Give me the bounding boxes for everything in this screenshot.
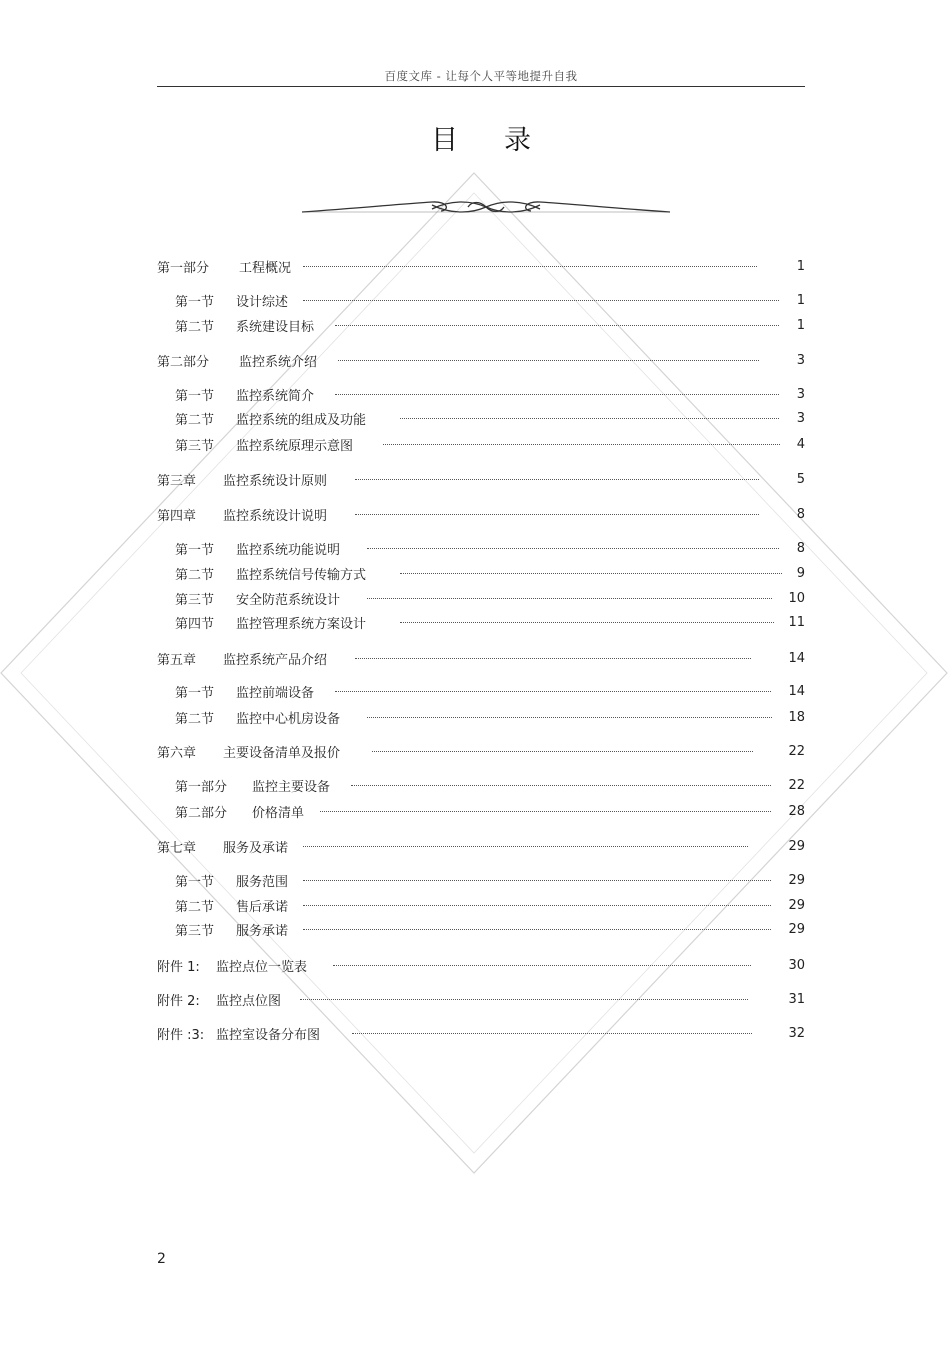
toc-entry [0,291,950,309]
toc-entry-page: 30 [788,957,805,973]
toc-entry-title: 监控系统的组成及功能 [236,412,367,428]
toc-entry-number: 第七章 [157,840,197,856]
toc-dot-leader [400,418,779,419]
toc-dot-leader [335,691,771,692]
toc-entry-page: 8 [796,506,805,522]
page-number: 2 [157,1251,166,1267]
toc-entry-page: 28 [788,803,805,819]
toc-entry-title: 监控系统产品介绍 [223,652,328,668]
toc-entry [0,564,950,582]
toc-entry-title: 售后承诺 [236,899,289,915]
toc-entry-title: 服务及承诺 [223,840,289,856]
toc-entry-number: 第二部分 [175,805,228,821]
toc-entry [0,613,950,631]
toc-dot-leader [355,658,751,659]
toc-entry-number: 第一部分 [157,260,210,276]
toc-entry [0,409,950,427]
toc-entry-page: 8 [796,540,805,556]
toc-dot-leader [333,965,751,966]
toc-dot-leader [303,846,748,847]
toc-entry [0,871,950,889]
toc-entry-page: 29 [788,921,805,937]
toc-entry [0,682,950,700]
toc-entry-page: 14 [788,683,805,699]
toc-dot-leader [351,785,771,786]
toc-entry-number: 第一节 [175,874,215,890]
toc-dot-leader [303,266,757,267]
toc-dot-leader [367,548,779,549]
toc-dot-leader [320,811,771,812]
toc-entry [0,956,950,974]
toc-entry-number: 第一节 [175,294,215,310]
toc-entry-page: 29 [788,897,805,913]
toc-entry-title: 监控主要设备 [252,779,331,795]
toc-entry [0,896,950,914]
toc-entry [0,316,950,334]
toc-entry [0,1024,950,1042]
toc-dot-leader [335,325,779,326]
toc-entry-page: 9 [796,565,805,581]
toc-entry-title: 监控中心机房设备 [236,711,341,727]
toc-entry-number: 第二节 [175,412,215,428]
toc-entry-title: 监控系统设计原则 [223,473,328,489]
toc-entry-number: 附件 1: [157,959,200,975]
toc-dot-leader [303,880,771,881]
toc-entry-number: 第一节 [175,388,215,404]
toc-dot-leader [303,905,771,906]
toc-dot-leader [355,479,759,480]
toc-entry-title: 服务范围 [236,874,289,890]
toc-entry-title: 价格清单 [252,805,305,821]
toc-entry-number: 第四节 [175,616,215,632]
toc-entry-page: 1 [796,258,805,274]
toc-entry [0,742,950,760]
toc-entry-number: 第一部分 [175,779,228,795]
toc-entry-page: 32 [788,1025,805,1041]
toc-entry [0,505,950,523]
toc-entry [0,649,950,667]
toc-entry-page: 5 [796,471,805,487]
toc-dot-leader [383,444,780,445]
toc-entry-number: 第二节 [175,899,215,915]
toc-entry-page: 31 [788,991,805,1007]
toc-entry [0,920,950,938]
page-header-text: 百度文库 - 让每个人平等地提升自我 [384,69,578,83]
ornament-divider [300,196,672,220]
toc-entry-title: 监控系统原理示意图 [236,438,354,454]
toc-dot-leader [335,394,779,395]
toc-entry-number: 第四章 [157,508,197,524]
toc-entry [0,837,950,855]
page-title: 目录 [431,125,577,156]
toc-entry-page: 22 [788,743,805,759]
toc-entry-title: 监控前端设备 [236,685,315,701]
toc-entry-title: 主要设备清单及报价 [223,745,341,761]
toc-entry-page: 29 [788,872,805,888]
toc-entry-number: 第六章 [157,745,197,761]
toc-dot-leader [355,514,759,515]
toc-entry [0,776,950,794]
toc-dot-leader [300,999,748,1000]
toc-entry-title: 监控管理系统方案设计 [236,616,367,632]
toc-entry-number: 附件 2: [157,993,200,1009]
toc-entry-number: 第三节 [175,592,215,608]
toc-entry-title: 监控系统信号传输方式 [236,567,367,583]
toc-entry-title: 监控点位一览表 [216,959,308,975]
toc-dot-leader [400,573,782,574]
toc-entry [0,257,950,275]
toc-entry-title: 监控系统介绍 [239,354,318,370]
toc-entry-page: 1 [796,317,805,333]
toc-entry-title: 设计综述 [236,294,289,310]
toc-entry-page: 29 [788,838,805,854]
toc-entry-page: 3 [796,386,805,402]
toc-entry-number: 第二节 [175,567,215,583]
toc-entry-title: 安全防范系统设计 [236,592,341,608]
toc-entry [0,990,950,1008]
toc-entry-number: 第三章 [157,473,197,489]
toc-entry [0,708,950,726]
toc-entry [0,539,950,557]
toc-entry-title: 监控系统简介 [236,388,315,404]
toc-entry-number: 附件 :3: [157,1027,205,1043]
toc-dot-leader [303,300,779,301]
toc-entry-title: 监控点位图 [216,993,282,1009]
toc-entry [0,589,950,607]
toc-dot-leader [338,360,759,361]
toc-entry-page: 10 [788,590,805,606]
toc-dot-leader [400,622,774,623]
toc-entry [0,470,950,488]
toc-entry-number: 第一节 [175,685,215,701]
toc-entry-page: 14 [788,650,805,666]
toc-entry-page: 3 [796,352,805,368]
toc-dot-leader [367,598,772,599]
toc-entry [0,435,950,453]
toc-entry-number: 第一节 [175,542,215,558]
toc-entry-title: 监控系统设计说明 [223,508,328,524]
toc-entry-page: 18 [788,709,805,725]
toc-entry-number: 第三节 [175,923,215,939]
toc-entry-number: 第二节 [175,711,215,727]
toc-entry [0,802,950,820]
toc-entry [0,385,950,403]
toc-entry-title: 系统建设目标 [236,319,315,335]
toc-entry-page: 1 [796,292,805,308]
toc-dot-leader [372,751,753,752]
toc-entry [0,351,950,369]
toc-entry-number: 第二节 [175,319,215,335]
toc-entry-page: 3 [796,410,805,426]
toc-dot-leader [303,929,771,930]
header-rule [157,86,805,87]
toc-entry-page: 11 [788,614,805,630]
toc-entry-number: 第二部分 [157,354,210,370]
toc-dot-leader [352,1033,752,1034]
toc-entry-number: 第三节 [175,438,215,454]
toc-entry-title: 监控系统功能说明 [236,542,341,558]
toc-entry-number: 第五章 [157,652,197,668]
toc-entry-title: 服务承诺 [236,923,289,939]
toc-entry-page: 22 [788,777,805,793]
toc-entry-page: 4 [796,436,805,452]
toc-dot-leader [367,717,772,718]
toc-entry-title: 监控室设备分布图 [216,1027,321,1043]
toc-entry-title: 工程概况 [239,260,292,276]
